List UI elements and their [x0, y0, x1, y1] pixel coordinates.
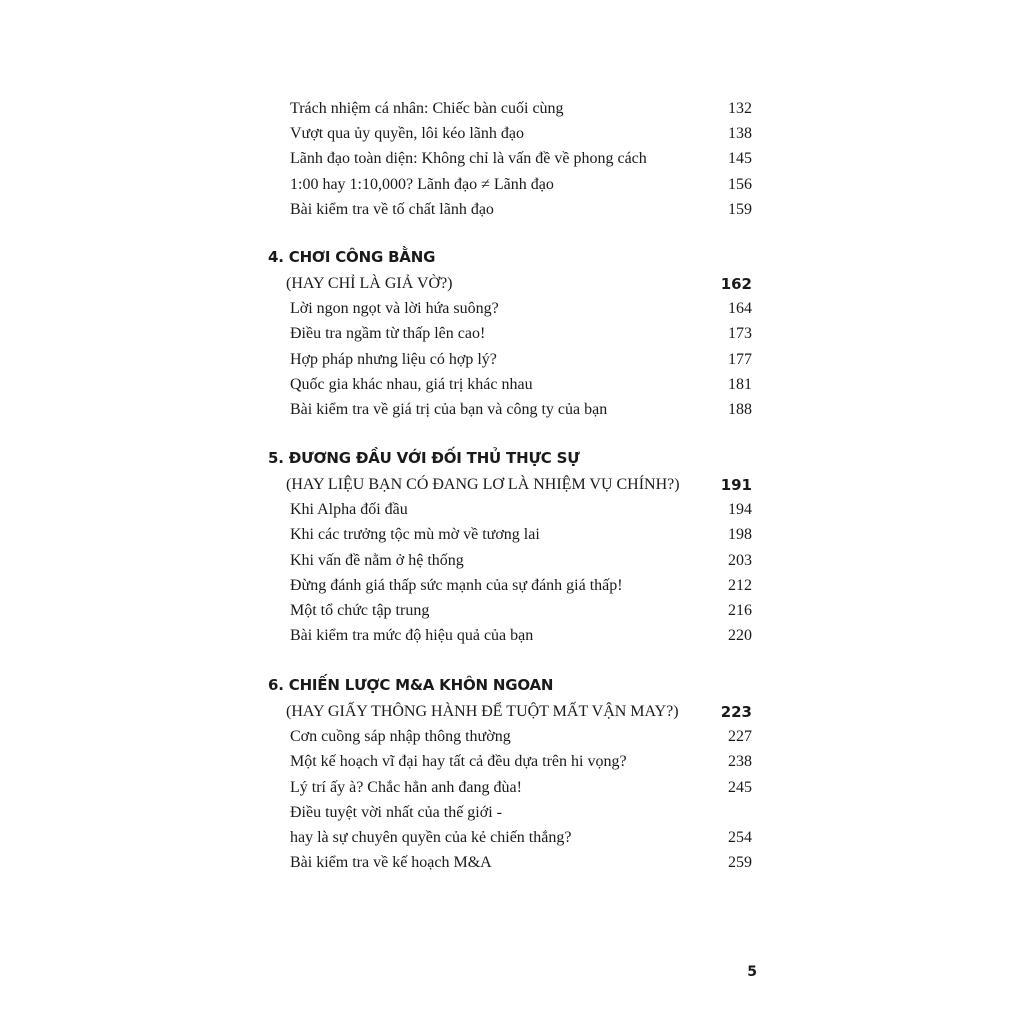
chapter-subheading-row: [0, 700, 1024, 724]
toc-entry: [0, 725, 1024, 749]
toc-entry: [0, 297, 1024, 321]
toc-entry-title: Khi vấn đề nằm ở hệ thống: [290, 552, 464, 569]
toc-entry: [0, 801, 1024, 825]
chapter-subheading: (HAY GIẤY THÔNG HÀNH ĐỂ TUỘT MẤT VẬN MAY?): [286, 703, 679, 720]
toc-entry-title: 1:00 hay 1:10,000? Lãnh đạo ≠ Lãnh đạo: [290, 176, 554, 193]
toc-entry: [0, 147, 1024, 171]
chapter-subheading-row: [0, 272, 1024, 296]
toc-entry-page: 238: [728, 753, 752, 770]
toc-entry-title: Điều tuyệt vời nhất của thế giới -: [290, 804, 502, 821]
chapter-subheading: (HAY CHỈ LÀ GIẢ VỜ?): [286, 275, 453, 292]
toc-entry-page: 245: [728, 779, 752, 796]
toc-entry-title: Cơn cuồng sáp nhập thông thường: [290, 728, 511, 745]
chapter-heading-row: [0, 446, 1024, 470]
toc-entry: [0, 348, 1024, 372]
toc-entry: [0, 398, 1024, 422]
toc-entry: [0, 97, 1024, 121]
toc-entry: [0, 549, 1024, 573]
toc-entry-title: Bài kiểm tra về giá trị của bạn và công ty của bạn: [290, 401, 608, 418]
toc-entry-page: 164: [728, 300, 752, 317]
toc-entry-title: Lời ngon ngọt và lời hứa suông?: [290, 300, 499, 317]
toc-entry: [0, 776, 1024, 800]
toc-entry-page: 145: [728, 150, 752, 167]
toc-entry-page: 194: [728, 501, 752, 518]
toc-entry-title: Một tổ chức tập trung: [290, 602, 430, 619]
toc-entry: [0, 624, 1024, 648]
toc-entry-page: 177: [728, 351, 752, 368]
toc-entry-title: Hợp pháp nhưng liệu có hợp lý?: [290, 351, 497, 368]
toc-entry: [0, 574, 1024, 598]
toc-entry: [0, 498, 1024, 522]
toc-entry-page: 259: [728, 854, 752, 871]
toc-entry-page: 227: [728, 728, 752, 745]
toc-entry: [0, 373, 1024, 397]
toc-entry: [0, 523, 1024, 547]
toc-entry: [0, 122, 1024, 146]
chapter-heading-row: [0, 245, 1024, 269]
toc-entry-title: Trách nhiệm cá nhân: Chiếc bàn cuối cùng: [290, 100, 564, 117]
toc-entry-page: 156: [728, 176, 752, 193]
toc-entry-page: 188: [728, 401, 752, 418]
toc-entry-title: Lãnh đạo toàn diện: Không chỉ là vấn đề về phong cách: [290, 150, 647, 167]
toc-entry-page: 198: [728, 526, 752, 543]
toc-entry-page: 138: [728, 125, 752, 142]
toc-entry: [0, 750, 1024, 774]
toc-entry-title: Khi Alpha đối đầu: [290, 501, 408, 518]
chapter-heading: 5. ĐƯƠNG ĐẦU VỚI ĐỐI THỦ THỰC SỰ: [268, 449, 580, 467]
toc-entry-title: Quốc gia khác nhau, giá trị khác nhau: [290, 376, 533, 393]
toc-entry-title: hay là sự chuyên quyền của kẻ chiến thắng?: [290, 829, 572, 846]
toc-entry-title: Bài kiểm tra về tố chất lãnh đạo: [290, 201, 494, 218]
toc-entry-page: 181: [728, 376, 752, 393]
toc-entry-title: Lý trí ấy à? Chắc hẳn anh đang đùa!: [290, 779, 522, 796]
toc-entry-page: 216: [728, 602, 752, 619]
toc-entry: [0, 173, 1024, 197]
toc-entry-title: Bài kiểm tra về kế hoạch M&A: [290, 854, 492, 871]
toc-entry: [0, 851, 1024, 875]
toc-entry-title: Khi các trưởng tộc mù mờ về tương lai: [290, 526, 540, 543]
toc-entry-page: 212: [728, 577, 752, 594]
toc-entry-page: 254: [728, 829, 752, 846]
toc-entry: [0, 599, 1024, 623]
toc-entry-title: Điều tra ngầm từ thấp lên cao!: [290, 325, 486, 342]
page-number: 5: [747, 964, 757, 980]
toc-entry-title: Vượt qua ủy quyền, lôi kéo lãnh đạo: [290, 125, 524, 142]
toc-entry-title: Một kế hoạch vĩ đại hay tất cả đều dựa trên hi vọng?: [290, 753, 627, 770]
chapter-heading: 4. CHƠI CÔNG BẰNG: [268, 248, 436, 266]
chapter-heading-row: [0, 673, 1024, 697]
toc-entry-page: 173: [728, 325, 752, 342]
chapter-page: 191: [720, 476, 752, 494]
toc-entry: [0, 826, 1024, 850]
toc-entry-page: 159: [728, 201, 752, 218]
chapter-subheading-row: [0, 473, 1024, 497]
toc-entry-title: Bài kiểm tra mức độ hiệu quả của bạn: [290, 627, 534, 644]
toc-entry-page: 220: [728, 627, 752, 644]
toc-entry-page: 132: [728, 100, 752, 117]
toc-entry: [0, 322, 1024, 346]
chapter-page: 223: [720, 703, 752, 721]
chapter-page: 162: [720, 275, 752, 293]
chapter-heading: 6. CHIẾN LƯỢC M&A KHÔN NGOAN: [268, 676, 554, 694]
chapter-subheading: (HAY LIỆU BẠN CÓ ĐANG LƠ LÀ NHIỆM VỤ CHÍNH?): [286, 476, 680, 493]
toc-entry-title: Đừng đánh giá thấp sức mạnh của sự đánh giá thấp!: [290, 577, 623, 594]
toc-entry-page: 203: [728, 552, 752, 569]
toc-entry: [0, 198, 1024, 222]
